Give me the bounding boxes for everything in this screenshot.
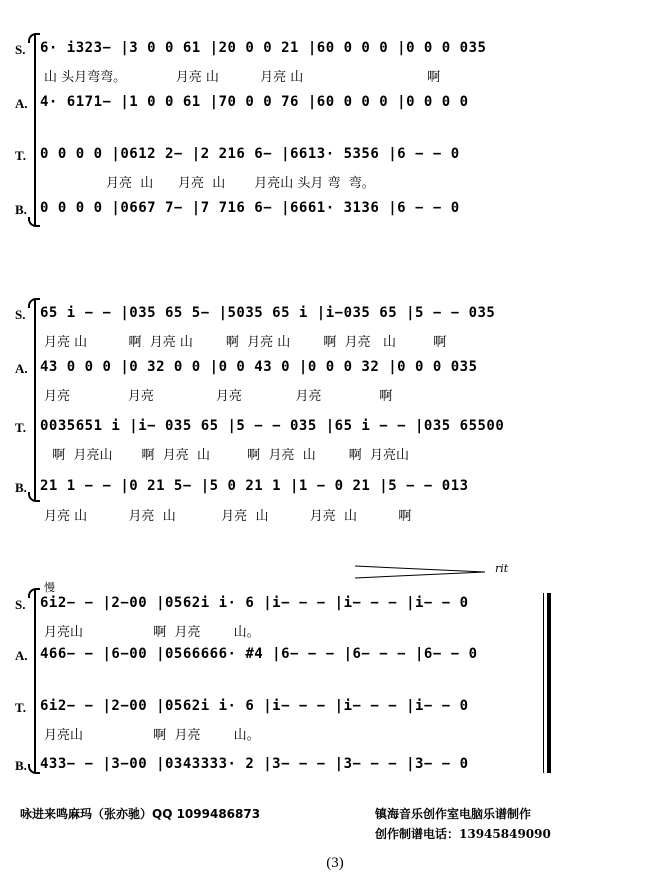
tenor-lyric: 啊 月亮山 啊 月亮 山 啊 月亮 山 啊 月亮山 [44, 448, 410, 463]
final-barline-thick [547, 593, 551, 773]
bass-lyric: 月亮 山 月亮 山 月亮 山 月亮 山 啊 [44, 509, 412, 524]
voice-label-alto: A. [15, 96, 28, 111]
soprano-notes: 6i2− − |2−00 |0562i i· 6 |i− − − |i− − − |i− − 0 [40, 595, 469, 611]
hold-mark: rit [495, 562, 509, 575]
voice-label-bass: B. [15, 480, 27, 495]
bass-notes: 21 1 − − |0 21 5− |5 0 21 1 |1 − 0 21 |5 − − 013 [40, 478, 478, 494]
alto-notes: 466− − |6−00 |0566666· #4 |6− − − |6− − − |6− − 0 [40, 646, 478, 662]
decrescendo-hairpin [355, 565, 495, 579]
soprano-lyric: 月亮山 啊 月亮 山。 [44, 625, 260, 640]
alto-notes: 4· 6171− |1 0 0 61 |70 0 0 76 |60 0 0 0 |0 0 0 0 [40, 94, 496, 110]
system-brace [34, 590, 42, 772]
soprano-lyric: 月亮 山 啊 月亮 山 啊 月亮 山 啊 月亮 山 啊 [44, 335, 447, 350]
voice-label-tenor: T. [15, 148, 26, 163]
voice-label-bass: B. [15, 202, 27, 217]
tenor-notes: 0 0 0 0 |0612 2− |2 216 6− |6613· 5356 |6 − − 0 [40, 146, 469, 162]
system-brace [34, 300, 42, 500]
voice-label-tenor: T. [15, 700, 26, 715]
voice-label-alto: A. [15, 648, 28, 663]
voice-label-bass: B. [15, 758, 27, 773]
alto-lyric: 月亮 月亮 月亮 月亮 啊 [44, 389, 393, 404]
tempo-mark: 慢 [44, 581, 55, 594]
publisher-credit: 镇海音乐创作室电脑乐谱制作 [375, 807, 532, 821]
soprano-lyric: 山 头月弯弯。 月亮 山 月亮 山 啊 [44, 70, 441, 85]
soprano-notes: 6· i323− |3 0 0 61 |20 0 0 21 |60 0 0 0 |0 0 0 035 [40, 40, 496, 56]
page-number: (3) [326, 855, 344, 871]
publisher-phone: 创作制谱电话：13945849090 [375, 827, 551, 841]
alto-notes: 43 0 0 0 |0 32 0 0 |0 0 43 0 |0 0 0 32 |0 0 0 035 [40, 359, 487, 375]
system-brace [34, 35, 42, 225]
bass-notes: 433− − |3−00 |0343333· 2 |3− − − |3− − − |3− − 0 [40, 756, 469, 772]
tenor-notes: 0035651 i |i− 035 65 |5 − − 035 |65 i − − |035 65500 [40, 418, 514, 434]
arranger-credit: 咏进来鸣麻玛（张亦驰）QQ 1099486873 [20, 807, 261, 821]
voice-label-tenor: T. [15, 420, 26, 435]
voice-label-soprano: S. [15, 307, 26, 322]
final-barline-thin [543, 593, 544, 773]
tenor-notes: 6i2− − |2−00 |0562i i· 6 |i− − − |i− − − |i− − 0 [40, 698, 469, 714]
soprano-notes: 65 i − − |035 65 5− |5035 65 i |i−035 65 |5 − − 035 [40, 305, 505, 321]
voice-label-soprano: S. [15, 42, 26, 57]
bass-notes: 0 0 0 0 |0667 7− |7 716 6− |6661· 3136 |6 − − 0 [40, 200, 469, 216]
voice-label-alto: A. [15, 361, 28, 376]
tenor-lyric: 月亮 山 月亮 山 月亮山 头月 弯 弯。 [44, 176, 375, 191]
tenor-lyric: 月亮山 啊 月亮 山。 [44, 728, 260, 743]
voice-label-soprano: S. [15, 597, 26, 612]
